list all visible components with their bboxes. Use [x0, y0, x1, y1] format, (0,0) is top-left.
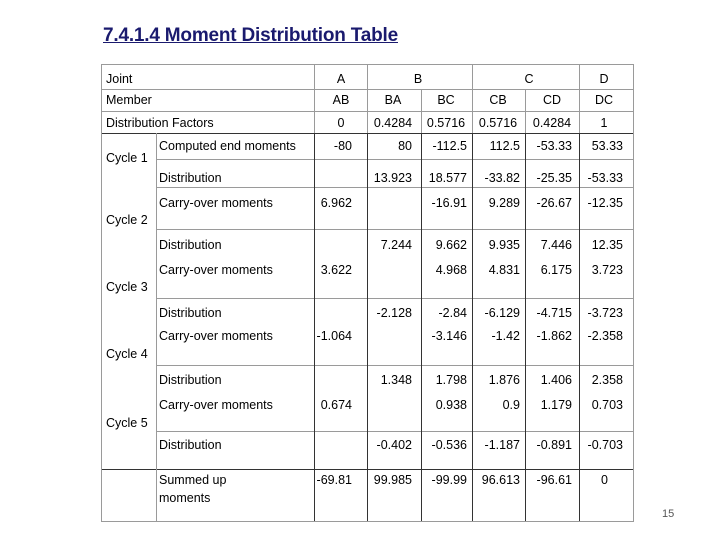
- row-label: Distribution: [159, 373, 222, 387]
- summed-label-line1: Summed up: [159, 473, 227, 487]
- moment-value: 12.35: [591, 238, 623, 252]
- moment-value: -2.358: [587, 329, 623, 343]
- moment-value: 80: [398, 139, 412, 153]
- cycle-label: Cycle 4: [106, 347, 148, 361]
- moment-value: 6.175: [540, 263, 572, 277]
- summed-moment-value: 0: [601, 473, 608, 487]
- distribution-factor: 0: [337, 116, 345, 130]
- moment-value: 1.179: [540, 398, 572, 412]
- moment-value: 2.358: [591, 373, 623, 387]
- row-label: Carry-over moments: [159, 398, 273, 412]
- moment-value: -4.715: [536, 306, 572, 320]
- summed-label-line2: moments: [159, 491, 211, 505]
- moment-value: 4.831: [488, 263, 520, 277]
- moment-value: -33.82: [484, 171, 520, 185]
- row-divider: [156, 187, 633, 188]
- row-label: Computed end moments: [159, 139, 296, 153]
- member-header: DC: [594, 93, 614, 107]
- row-divider: [156, 159, 633, 160]
- moment-value: -0.703: [587, 438, 623, 452]
- moment-value: -1.862: [536, 329, 572, 343]
- cycle-label: Cycle 5: [106, 416, 148, 430]
- joint-header: D: [599, 72, 609, 86]
- summed-moment-value: 96.613: [481, 473, 520, 487]
- row-divider: [156, 431, 633, 432]
- moment-value: 9.289: [488, 196, 520, 210]
- distribution-factor: 0.5716: [478, 116, 518, 130]
- moment-value: 3.723: [591, 263, 623, 277]
- joint-header: C: [524, 72, 534, 86]
- member-header: CB: [489, 93, 507, 107]
- value-column-divider: [472, 133, 473, 521]
- row-divider: [156, 365, 633, 366]
- moment-value: 18.577: [428, 171, 467, 185]
- member-header: BC: [437, 93, 455, 107]
- moment-value: 1.798: [435, 373, 467, 387]
- moment-value: -6.129: [484, 306, 520, 320]
- value-column-divider: [525, 133, 526, 521]
- moment-value: -1.064: [316, 329, 352, 343]
- moment-value: -0.891: [536, 438, 572, 452]
- moment-value: -12.35: [587, 196, 623, 210]
- cycle-label: Cycle 2: [106, 213, 148, 227]
- moment-value: 9.935: [488, 238, 520, 252]
- moment-value: -3.723: [587, 306, 623, 320]
- row-label: Distribution: [159, 171, 222, 185]
- moment-value: 1.876: [488, 373, 520, 387]
- moment-value: -80: [333, 139, 352, 153]
- moment-value: 13.923: [373, 171, 412, 185]
- page-number: 15: [662, 508, 675, 520]
- moment-value: 53.33: [591, 139, 623, 153]
- summed-moment-value: -99.99: [431, 473, 467, 487]
- moment-value: -112.5: [432, 139, 467, 153]
- joint-header: B: [413, 72, 423, 86]
- moment-value: -53.33: [587, 171, 623, 185]
- moment-value: 7.446: [540, 238, 572, 252]
- row-label: Carry-over moments: [159, 329, 273, 343]
- slide-title: 7.4.1.4 Moment Distribution Table: [103, 25, 398, 46]
- member-label: Member: [106, 93, 152, 107]
- moment-value: 0.703: [591, 398, 623, 412]
- joint-header: A: [336, 72, 346, 86]
- cycle-label: Cycle 1: [106, 151, 148, 165]
- distribution-factor: 1: [600, 116, 608, 130]
- member-header: BA: [384, 93, 402, 107]
- row-label: Carry-over moments: [159, 263, 273, 277]
- value-column-divider: [314, 133, 315, 521]
- row-divider: [156, 229, 633, 230]
- member-header: AB: [332, 93, 350, 107]
- moment-value: -1.187: [484, 438, 520, 452]
- row-label: Distribution: [159, 306, 222, 320]
- moment-value: 0.674: [320, 398, 352, 412]
- distribution-factors-label: Distribution Factors: [106, 116, 214, 130]
- moment-value: 6.962: [320, 196, 352, 210]
- moment-value: 1.348: [380, 373, 412, 387]
- member-header: CD: [542, 93, 562, 107]
- moment-value: -2.128: [376, 306, 412, 320]
- moment-value: -16.91: [431, 196, 467, 210]
- moment-value: 112.5: [489, 139, 520, 153]
- moment-value: 0.9: [502, 398, 520, 412]
- moment-value: -25.35: [536, 171, 572, 185]
- moment-value: 9.662: [435, 238, 467, 252]
- moment-value: -1.42: [491, 329, 520, 343]
- joint-label: Joint: [106, 72, 133, 86]
- moment-value: -2.84: [438, 306, 467, 320]
- moment-distribution-table: [101, 64, 634, 522]
- value-column-divider: [421, 133, 422, 521]
- moment-value: 4.968: [435, 263, 467, 277]
- moment-value: 0.938: [435, 398, 467, 412]
- moment-value: -0.536: [431, 438, 467, 452]
- row-label: Carry-over moments: [159, 196, 273, 210]
- row-label: Distribution: [159, 438, 222, 452]
- moment-value: -0.402: [376, 438, 412, 452]
- value-column-divider: [579, 133, 580, 521]
- cycle-label: Cycle 3: [106, 280, 148, 294]
- moment-value: 1.406: [540, 373, 572, 387]
- distribution-factor: 0.4284: [532, 116, 572, 130]
- moment-value: -3.146: [431, 329, 467, 343]
- summed-moment-value: -69.81: [316, 473, 352, 487]
- moment-value: 7.244: [380, 238, 412, 252]
- distribution-factor: 0.5716: [426, 116, 466, 130]
- row-label: Distribution: [159, 238, 222, 252]
- summed-moment-value: -96.61: [536, 473, 572, 487]
- moment-value: 3.622: [320, 263, 352, 277]
- moment-value: -53.33: [536, 139, 572, 153]
- row-divider: [156, 298, 633, 299]
- label-column-divider: [156, 133, 157, 521]
- summed-moment-value: 99.985: [373, 473, 412, 487]
- value-column-divider: [367, 133, 368, 521]
- moment-value: -26.67: [536, 196, 572, 210]
- distribution-factor: 0.4284: [373, 116, 413, 130]
